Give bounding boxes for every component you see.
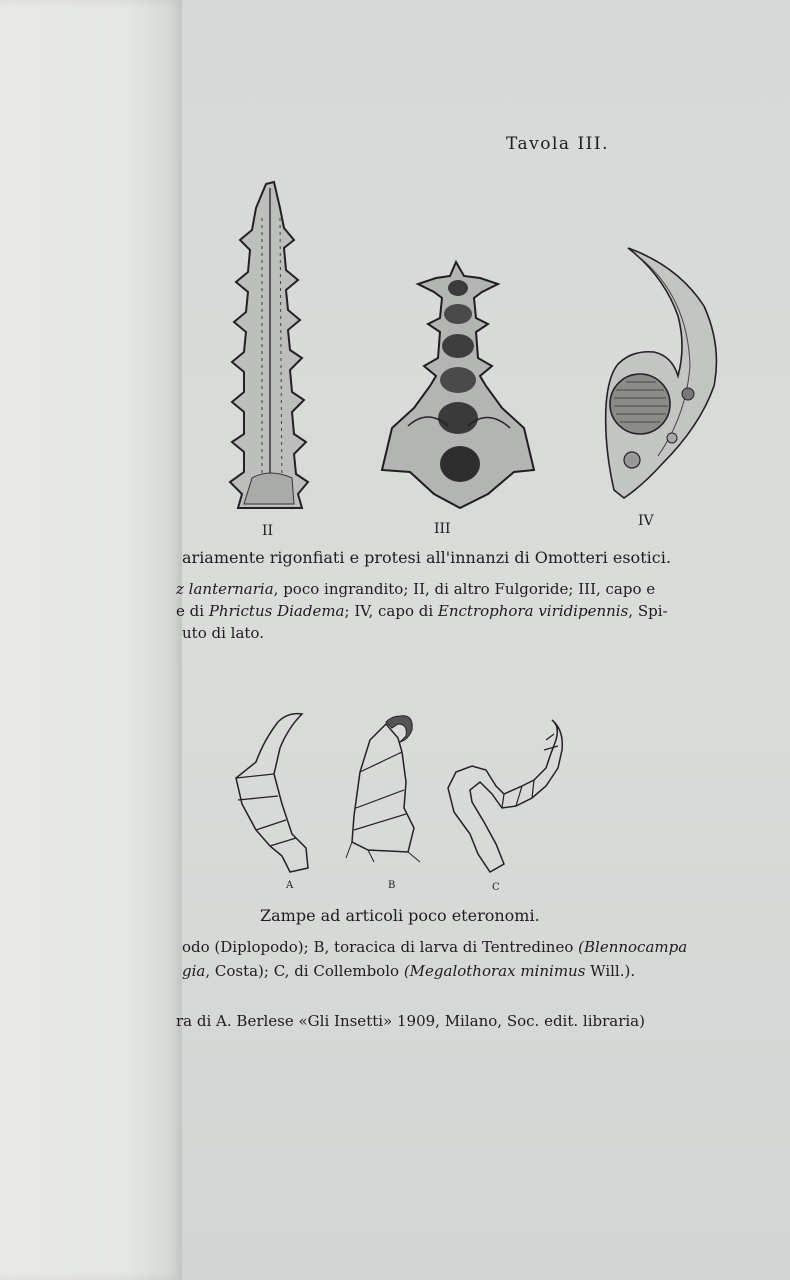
figure-c-illustration bbox=[446, 716, 566, 876]
figure-ii-illustration bbox=[222, 178, 318, 512]
bottom-caption-heading bbox=[260, 906, 540, 926]
bottom-caption-species-3: (Megalothorax minimus bbox=[403, 962, 586, 980]
top-caption-heading bbox=[182, 548, 671, 568]
figure-iii-illustration bbox=[378, 258, 538, 510]
bottom-caption-line-2-b: , Costa); C, di Collembolo bbox=[205, 962, 404, 980]
source-citation bbox=[176, 1012, 645, 1031]
top-caption-line-2-a: e di bbox=[176, 602, 209, 620]
top-caption-line-2-c: ; IV, capo di bbox=[344, 602, 438, 620]
top-caption-line-2 bbox=[176, 602, 668, 621]
figure-a-illustration bbox=[230, 708, 310, 878]
plate-title: Tavola III. bbox=[506, 134, 610, 154]
top-caption-line-1 bbox=[176, 580, 655, 599]
bottom-caption-line-2-d: Will.). bbox=[585, 962, 636, 980]
top-caption-species-1: z lanternaria bbox=[176, 580, 274, 598]
figure-b-label: B bbox=[388, 880, 396, 891]
figure-b-illustration bbox=[348, 712, 430, 868]
figure-ii-label: II bbox=[262, 523, 274, 539]
bottom-caption-heading-text: Zampe ad articoli poco eteronomi. bbox=[260, 906, 540, 925]
top-caption-line-1-text: , poco ingrandito; II, di altro Fulgoride; III, capo e bbox=[273, 580, 656, 598]
bottom-caption-species-2: gia bbox=[182, 962, 206, 980]
top-caption-line-2-e: , Spi- bbox=[628, 602, 668, 620]
source-citation-text: ra di A. Berlese «Gli Insetti» 1909, Milano, Soc. edit. libraria) bbox=[176, 1012, 645, 1030]
figure-iv-illustration bbox=[598, 246, 722, 504]
figure-a-label: A bbox=[286, 880, 294, 891]
right-page bbox=[176, 0, 790, 1280]
top-caption-species-3: Enctrophora viridipennis bbox=[437, 602, 629, 620]
bottom-caption-species-1: (Blennocampa bbox=[578, 938, 688, 956]
figure-c-label: C bbox=[492, 882, 500, 893]
top-caption-line-3 bbox=[182, 624, 264, 643]
figure-iv-label: IV bbox=[638, 513, 654, 529]
top-caption-species-2: Phrictus Diadema bbox=[208, 602, 345, 620]
top-caption-heading-text: ariamente rigonfiati e protesi all'innanzi di Omotteri esotici. bbox=[182, 548, 671, 567]
top-caption-line-3-text: uto di lato. bbox=[182, 624, 264, 642]
figure-iii-label: III bbox=[434, 521, 451, 537]
left-page bbox=[0, 0, 182, 1280]
bottom-caption-line-2 bbox=[182, 962, 635, 981]
bottom-caption-line-1-text: odo (Diplopodo); B, toracica di larva di Tentredineo bbox=[182, 938, 579, 956]
bottom-caption-line-1 bbox=[182, 938, 687, 957]
